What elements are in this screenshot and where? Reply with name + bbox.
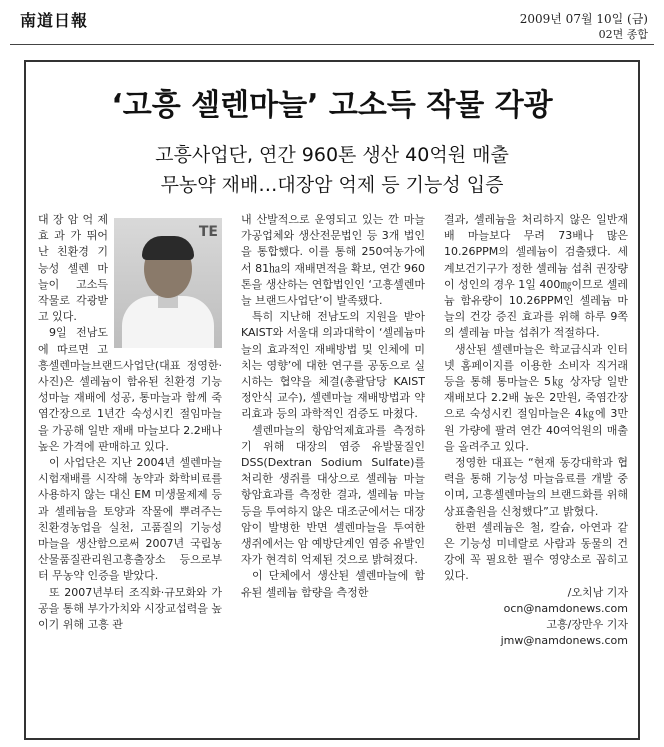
article-headline: ‘고흥 셀렌마늘’ 고소득 작물 각광 xyxy=(111,88,553,123)
article-subhead-2: 무농약 재배…대장암 억제 등 기능성 입증 xyxy=(160,174,504,196)
masthead-divider xyxy=(10,44,654,45)
newspaper-logo: 南道日報 xyxy=(20,11,89,30)
paragraph: 생산된 셀렌마늘은 학교급식과 인터넷 홈페이지를 이용한 소비자 직거래 등을 통해 통마늘은 5㎏ 상자당 일반재배보다 2.2배 높은 2만원, 죽염간장으로 숙성시킨 절임마늘은 4㎏에 3만원 가량에 팔려 연간 40여억원의 매출을 올려주고 있다. xyxy=(444,342,628,453)
page-edition: 02면 종합 xyxy=(598,28,648,41)
paragraph: 특히 지난해 전남도의 지원을 받아 KAIST와 서울대 의과대학이 ‘셀레늄마늘의 효과적인 재배방법 및 인체에 미치는 영향’에 대한 연구를 공동으로 실시하는 협약을 체결(총괄담당 KAIST 정안식 교수), 셀렌마늘 재배방법과 약리효과 등의 과학적인 검증도 마쳤다. xyxy=(241,310,425,421)
paragraph: 내 산발적으로 운영되고 있는 깐 마늘 가공업체와 생산전문법인 등 3개 법인을 통합했다. 이를 통해 250여농가에서 81㏊의 재배면적을 확보, 연간 960톤을 생산하는 연합법인인 ‘고흥셀렌마늘 브랜드사업단’이 발족됐다. xyxy=(241,213,426,308)
byline-reporter-2: 고흥/장만우 기자 xyxy=(546,618,628,632)
byline-email: jmw@namdonews.com xyxy=(500,634,628,648)
article-frame xyxy=(24,60,640,740)
column-3 xyxy=(444,212,628,649)
paragraph: 이 단체에서 생산된 셀렌마늘에 함유된 셀레늄 함량을 측정한 xyxy=(241,569,425,599)
hair-shape xyxy=(142,236,194,260)
portrait-photo xyxy=(114,218,222,348)
paragraph: 9일 전남도에 따르면 고흥셀렌마늘브랜드사업단(대표 정영한·사진)은 셀레늄이 함유된 친환경 기능성마늘 재배에 성공, 통마늘과 함께 죽염간장으로 1년간 숙성시킨 절임마늘을 가공해 일반 재배 마늘보다 2.2배나 높은 가격에 판매하고 있다. xyxy=(38,326,222,453)
article-subhead-1: 고흥사업단, 연간 960톤 생산 40억원 매출 xyxy=(155,144,509,166)
paragraph: 대 장 암 억 제 효 과 가 뛰어난 친환경 기능성 셀렌 마늘이 고소득 작물로 각광받고 있다. xyxy=(38,213,108,324)
paragraph: 한편 셀레늄은 철, 칼슘, 아연과 같은 기능성 미네랄로 사람과 동물의 건강에 꼭 필요한 필수 영양소로 꼽히고 있다. xyxy=(444,520,628,583)
article-body xyxy=(38,212,628,737)
paragraph: 정영한 대표는 “현재 동강대학과 협력을 통해 기능성 마늘음료를 개발 중이며, 고흥셀렌마늘의 브랜드화를 위해 상표출원을 신청했다”고 밝혔다. xyxy=(444,456,629,518)
masthead xyxy=(20,6,648,46)
paragraph: 이 사업단은 지난 2004년 셀렌마늘 시험재배를 시작해 농약과 화학비료를 사용하지 않는 대신 EM 미생물제제 등과 셀레늄을 토양과 작물에 뿌려주는 친환경농업을 실천, 고품질의 기능성 마늘을 생산함으로써 2007년 국립농산물품질관리원고흥출장소 등으로부터 무농약 인증을 받았다. xyxy=(38,456,222,583)
paragraph: 또 2007년부터 조직화·규모화와 가공을 통해 부가가치와 시장교섭력을 높이기 위해 고흥 관 xyxy=(38,585,223,632)
paragraph: 결과, 셀레늄을 처리하지 않은 일반재배 마늘보다 무려 73배나 많은 10.26PPM의 셀레늄이 검출됐다. 세계보건기구가 정한 셀레늄 섭취 권장량이 성인의 경우 1일 400㎎이므로 셀레늄 함유량이 10.26PPM인 셀레늄 마늘의 건강 증진 효과를 위해 하루 9쪽의 셀레늄 마늘 섭취가 적절하다. xyxy=(444,213,629,340)
column-1 xyxy=(38,212,222,633)
byline-reporter-1: /오치남 기자 ocn@namdonews.com xyxy=(503,585,628,615)
paragraph: 셀렌마늘의 항암억제효과를 측정하기 위해 대장의 염증 유발물질인 DSS(Dextran Sodium Sulfate)를 처리한 생쥐를 대상으로 셀레늄 마늘 항암효과를 측정한 결과, 셀레늄 마늘 등을 투여하지 않은 대조군에서는 대장암이 발병한 반면 셀렌마늘을 투여한 생쥐에서는 암 예방단계인 염증 유발인자가 현격히 억제된 것으로 밝혀졌다. xyxy=(241,423,426,567)
column-2 xyxy=(241,212,425,601)
issue-date: 2009년 07월 10일 (금) xyxy=(519,12,648,26)
photo-background-sign: TE xyxy=(198,224,218,240)
